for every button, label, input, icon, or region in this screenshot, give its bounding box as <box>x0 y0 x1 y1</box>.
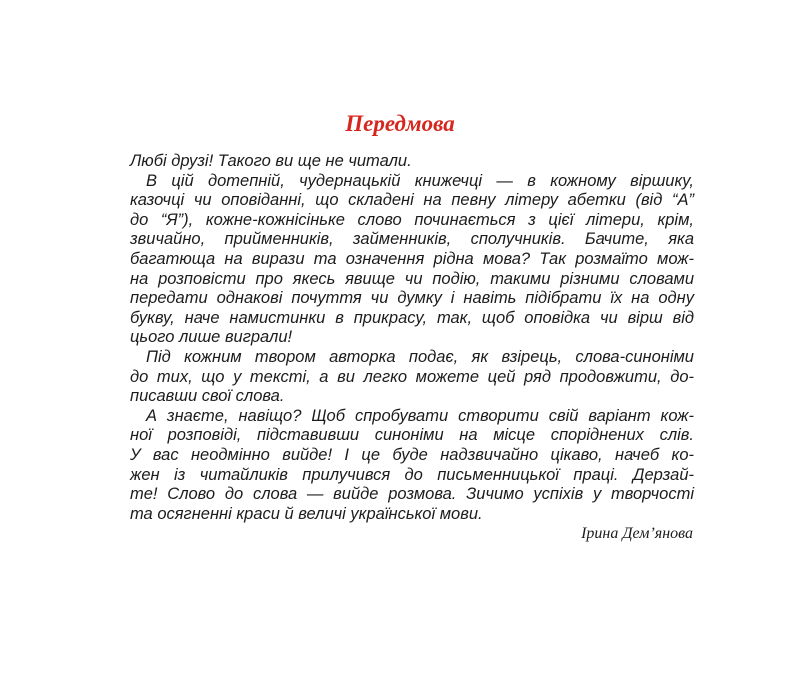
text-line: на розповісти про якесь явище чи подію, такими різними словами <box>130 269 694 288</box>
text-line: звичайно, прийменників, займенників, сполучників. Бачите, яка <box>130 230 694 249</box>
text-line: В цій дотепній, чудернацькій книжечці — в кожному віршику, <box>146 171 694 190</box>
text-line: багатюща на вирази та означення рідна мова? Так розмаїто мож- <box>130 249 694 268</box>
author-signature: Ірина Дем’янова <box>581 525 693 542</box>
text-line: передати однакові почуття чи думку і навіть підібрати їх на одну <box>130 289 694 308</box>
text-line: У вас неодмінно вийде! І це буде надзвичайно цікаво, начеб ко- <box>130 445 694 464</box>
page-title: Передмова <box>345 111 455 136</box>
text-line: ної розповіді, підставивши синоніми на місце споріднених слів. <box>130 426 694 445</box>
preface-text <box>130 152 694 524</box>
text-line: до “Я”), кожне-кожнісіньке слово починається з цієї літери, крім, <box>130 210 694 229</box>
text-line: букву, наче намистинки в прикрасу, так, щоб оповідка чи вірш від <box>130 308 694 327</box>
text-line: Під кожним твором авторка подає, як взірець, слова-синоніми <box>146 347 694 366</box>
text-line: писавши свої слова. <box>130 387 285 406</box>
text-line: казочці чи оповіданні, що складені на певну літеру абетки (від “А” <box>130 191 694 210</box>
text-line: Любі друзі! Такого ви ще не читали. <box>130 152 412 170</box>
text-line: цього лише виграли! <box>130 328 293 347</box>
text-line: те! Слово до слова — вийде розмова. Зичимо успіхів у творчості <box>130 485 694 504</box>
text-line: А знаєте, навіщо? Щоб спробувати створити свій варіант кож- <box>146 406 694 425</box>
text-line: жен із читайликів прилучився до письменницької праці. Дерзай- <box>130 465 694 484</box>
text-line: та осягненні краси й величі української мови. <box>130 504 483 523</box>
text-line: до тих, що у тексті, а ви легко можете цей ряд продовжити, до- <box>130 367 694 386</box>
